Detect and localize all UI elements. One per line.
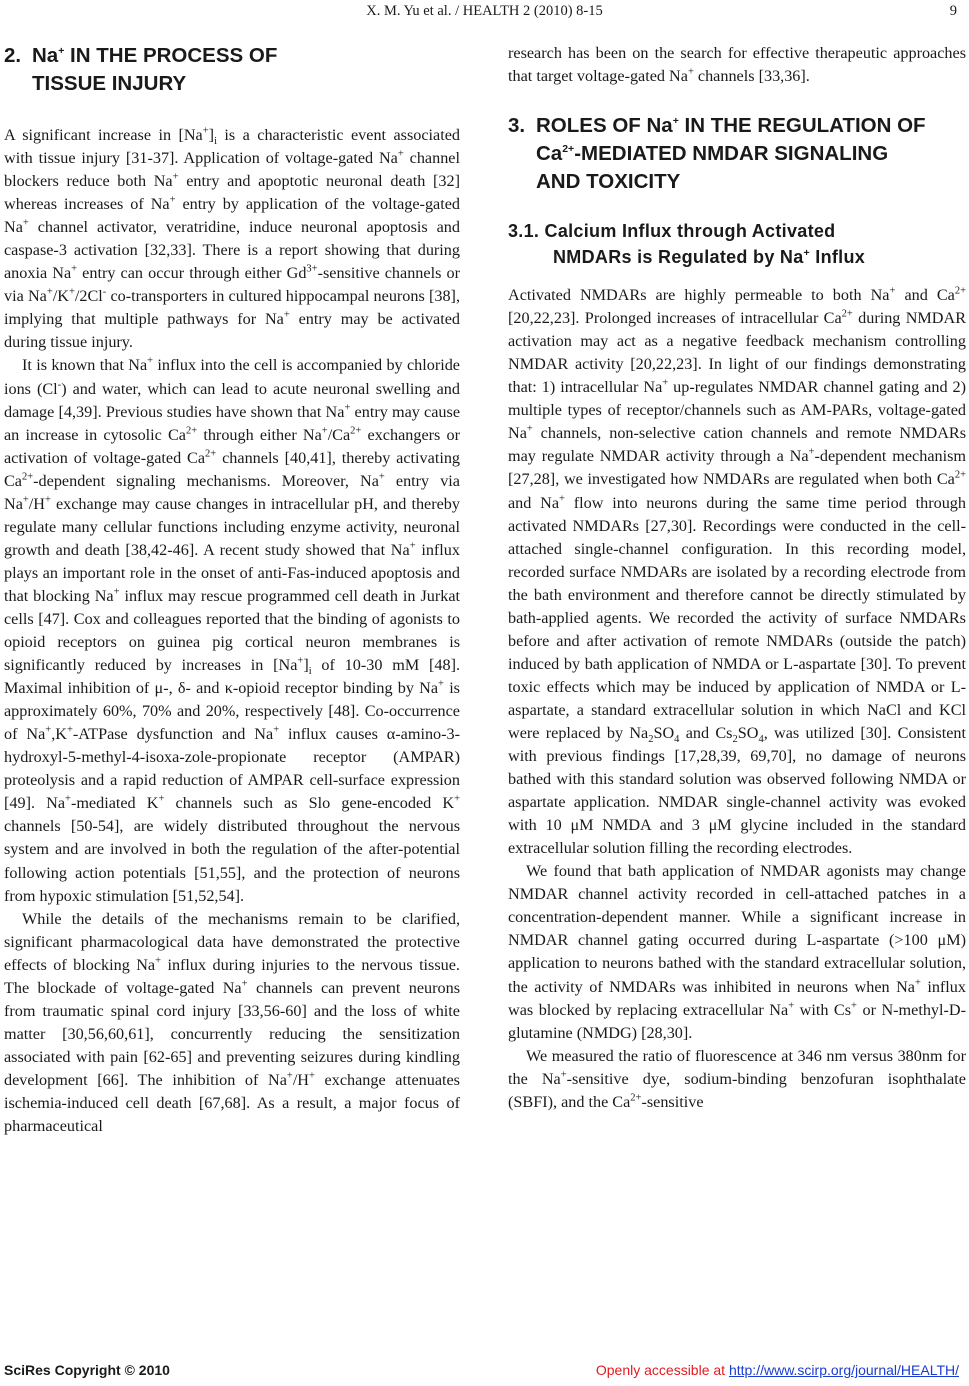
paragraph: Activated NMDARs are highly permeable to both Na+ and $Ca^{2+}$ [20,22,23]. Prolonged increases of intracellular $Ca^{2+}$ during NMDAR activation may act as a negative feedback mechanism controlling NMDAR activity [20,22,23]. In light of our findings demonstrating that: 1) intracellular Na+ up-regulates NMDAR channel gating and 2) multiple types of receptor/channels such as AM-PARs, voltage-gated Na+ channels, non-selective cation channels and remote NMDARs may regulate NMDAR activity through a Na+-dependent mechanism [27,28], we investigated how NMDARs are regulated when both $Ca^{2+}$ and Na+ flow into neurons during the same time period through activated NMDARs [27,30]. Recordings were conducted in the cell-attached single-channel configuration. In this recording model, recorded surface NMDARs are isolated by a recording electrode from the bath environment and therefore cannot be directly stimulated by bath-applied agents. We recorded the activity of surface NMDARs before and after activation of remote NMDARs (outside the patch) induced by bath application of NMDA or L-aspartate [30]. To prevent toxic effects which may be induced by application of NMDA or L-aspartate, a standard extracellular solution in which NaCl and KCl were replaced by $Na_2SO_4$ and $Cs_2SO_4$, was utilized [30]. Consistent with previous findings [17,28,39, 69,70], no damage of neurons bathed with this standard solution was observed following NMDA or aspartate application. NMDAR single-channel activity was evoked with 10 μM NMDA and 3 μM glycine included in the standard extracellular solution filling the recording electrodes. (508, 285, 967, 858)
paragraph: While the details of the mechanisms remain to be clarified, significant pharmacological data have demonstrated the protective effects of blocking Na+ influx during injuries to the nervous tissue. The blockade of voltage-gated Na+ channels can prevent neurons from traumatic spinal cord injury [33,56-60] and the loss of white matter [30,56,60,61], concurrently reducing the sensitization associated with pain [62-65] and preventing seizures during kindling development [66]. The inhibition of Na+/H+ exchange attenuates ischemia-induced cell death [67,68]. As a result, a major focus of pharmaceutical (4, 909, 461, 1136)
section-3-heading: 3. ROLES OF Na+ IN THE REGULATION OF $Ca^{2+}$-MEDIATED NMDAR SIGNALING AND TOXICITY (508, 114, 926, 194)
running-title: X. M. Yu et al. / HEALTH 2 (2010) 8-15 (366, 3, 603, 19)
paragraph: A significant increase in $[Na^+]_i$ is a characteristic event associated with tissue injury [31-37]. Application of voltage-gated Na+ channel blockers reduce both Na+ entry and apoptotic neuronal death [32] whereas increases of Na+ entry by application of the voltage-gated Na+ channel activator, veratridine, induce neuronal apoptosis and caspase-3 activation [32,33]. There is a report showing that during anoxia Na+ entry can occur through either $Gd^{3+}$-sensitive channels or via Na+/K+/2Cl- co-transporters in cultured hippocampal neurons [38], implying that multiple pathways for Na+ entry may be activated during tissue injury. (4, 125, 461, 352)
page-number: 9 (949, 3, 957, 19)
paragraph: We measured the ratio of fluorescence at 346 nm versus 380nm for the Na+-sensitive dye, sodium-binding benzofuran isophthalate (SBFI), and the $Ca^{2+}$-sensitive (508, 1046, 966, 1111)
right-column (508, 42, 966, 1114)
running-head (0, 0, 969, 22)
section-2-heading: 2. Na+ IN THE PROCESS OF TISSUE INJURY (4, 44, 278, 95)
paragraph: We found that bath application of NMDAR agonists may change NMDAR channel activity recorded in cell-attached patches in a concentration-dependent manner. While a significant increase in NMDAR channel gating occurred during L-aspartate (>100 μM) application to neurons bathed with the standard extracellular solution, the activity of NMDARs was inhibited in neurons when Na+ influx was blocked by replacing extracellular Na+ with Cs+ or N-methyl-D-glutamine (NMDG) [28,30]. (508, 862, 966, 1042)
subsection-3-1-heading: 3.1. Calcium Influx through Activated NMDARs is Regulated by Na+ Influx (508, 221, 866, 268)
copyright: SciRes Copyright © 2010 (4, 1362, 170, 1378)
paragraph: research has been on the search for effective therapeutic approaches that target voltage-gated Na+ channels [33,36]. (508, 44, 966, 86)
paragraph: It is known that Na+ influx into the cell is accompanied by chloride ions (Cl-) and water, which can lead to acute neuronal swelling and damage [4,39]. Previous studies have shown that Na+ entry may cause an increase in cytosolic $Ca^{2+}$ through either $Na^+/Ca^{2+}$ exchangers or activation of voltage-gated $Ca^{2+}$ channels [40,41], thereby activating $Ca^{2+}$-dependent signaling mechanisms. Moreover, Na+ entry via Na+/H+ exchange may cause changes in intracellular pH, and thereby regulate many cellular functions including enzyme activity, neuronal growth and death [38,42-46]. A recent study showed that Na+ influx plays an important role in the onset of anti-Fas-induced apoptosis and that blocking Na+ influx may rescue programmed cell death in Jurkat cells [47]. Cox and colleagues reported that the binding of agonists to opioid receptors on guinea pig cortical neuron membranes is significantly reduced by increases in $[Na^+]_i$ of 10-30 mM [48]. Maximal inhibition of μ-, δ- and κ-opioid receptor binding by Na+ is approximately 60%, 70% and 20%, respectively [48]. Co-occurrence of Na+,K+-ATPase dysfunction and Na+ influx causes α-amino-3-hydroxyl-5-methyl-4-isoxa-zole-propionate receptor (AMPAR) proteolysis and a rapid reduction of AMPAR cell-surface expression [49]. Na+-mediated K+ channels such as Slo gene-encoded K+ channels [50-54], are widely distributed throughout the nervous system and are involved in both the regulation of the after-potential following action potentials [51,55], and the protection of neurons from hypoxic stimulation [51,52,54]. (4, 356, 461, 905)
journal-link[interactable]: http://www.scirp.org/journal/HEALTH/ (728, 1362, 959, 1378)
access-note (596, 1362, 959, 1378)
access-text: Openly accessible at (595, 1362, 729, 1378)
left-column (4, 42, 460, 1138)
